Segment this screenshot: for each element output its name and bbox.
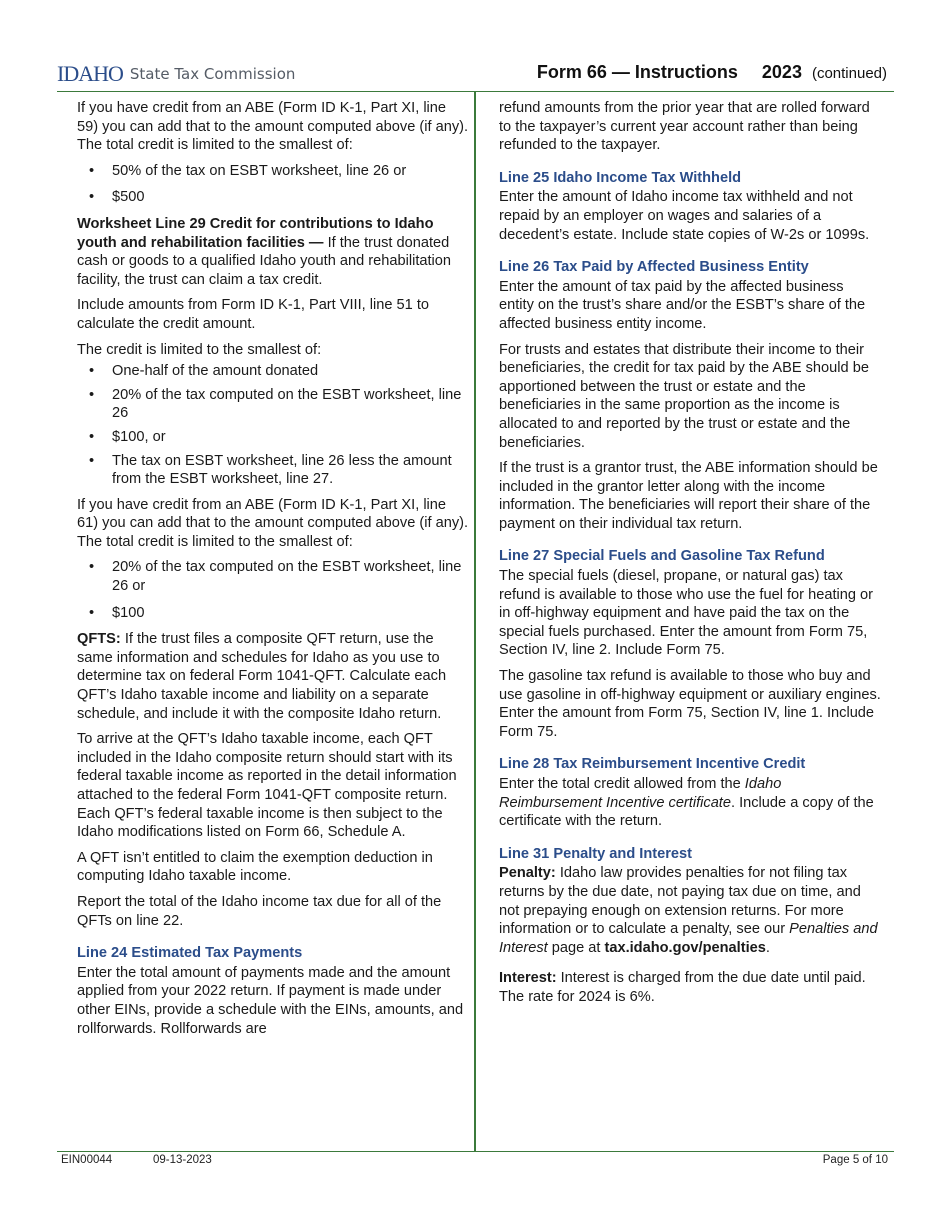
penalties-page-name: Penalties and Interest	[499, 921, 878, 956]
credit-limits-list	[77, 362, 469, 489]
header-title-group	[537, 62, 887, 86]
line-27-text-1: The special fuels (diesel, propane, or natural gas) tax refund is available to those who use the fuel for heating or in off-highway equipment and have paid the tax on the special fuels purchased. Enter the amount from Form 75, Section IV, line 2. Include Form 75.	[499, 568, 874, 659]
form-year: 2023	[761, 62, 802, 82]
line-26-heading: Line 26 Tax Paid by Affected Business Entity	[499, 259, 809, 276]
abe-credit-paragraph-2: If you have credit from an ABE (Form ID K-1, Part XI, line 61) you can add that to the amount computed above (if any). The total credit is limited to the smallest of:	[77, 496, 469, 550]
idaho-logo	[57, 62, 295, 86]
column-divider	[474, 92, 476, 1151]
list-item: • $100, or	[77, 428, 469, 447]
qfts-label: QFTS:	[77, 631, 121, 648]
credit-limited-paragraph: The credit is limited to the smallest of:	[77, 341, 322, 358]
footer-divider	[57, 1151, 894, 1152]
qft-report-paragraph: Report the total of the Idaho income tax due for all of the QFTs on line 22.	[77, 893, 442, 929]
form-title: Form 66 — Instructions	[536, 62, 738, 82]
list-item: • The tax on ESBT worksheet, line 26 less the amount from the ESBT worksheet, line 27.	[77, 452, 469, 489]
list-item: • 20% of the tax computed on the ESBT worksheet, line 26	[77, 386, 469, 423]
qft-taxable-income-paragraph: To arrive at the QFT’s Idaho taxable income, each QFT included in the Idaho composite return should start with its federal taxable income as reported in the detail information attached to the federal Form 1041-QFT composite return. Each QFT’s federal taxable income is then subject to the Idaho modifications listed on Form 66, Schedule A.	[77, 731, 457, 841]
footer-page-number: Page 5 of 10	[822, 1154, 888, 1166]
abe-credit-limits-list	[77, 162, 469, 207]
qfts-paragraph	[77, 630, 469, 723]
worksheet-line-29-paragraph	[77, 215, 469, 289]
list-item: • $100	[77, 604, 469, 623]
list-item: • 50% of the tax on ESBT worksheet, line 26 or	[77, 162, 469, 181]
line-27-heading: Line 27 Special Fuels and Gasoline Tax Refund	[499, 548, 825, 565]
footer-date: 09-13-2023	[153, 1154, 212, 1166]
line-28-text-post: . Include a copy of the certificate with the return.	[499, 794, 874, 830]
abe-credit-paragraph: If you have credit from an ABE (Form ID K-1, Part XI, line 59) you can add that to the amount computed above (if any). The total credit is limited to the smallest of:	[77, 100, 469, 154]
line-28-text-pre: Enter the total credit allowed from the	[499, 776, 745, 792]
list-item: • One-half of the amount donated	[77, 362, 469, 381]
line-28-heading: Line 28 Tax Reimbursement Incentive Credit	[499, 756, 806, 773]
penalties-url-link[interactable]: tax.idaho.gov/penalties	[604, 939, 766, 956]
line-24-text: Enter the total amount of payments made and the amount applied from your 2022 return. If payment is made under other EINs, provide a schedule with the EINs, amounts, and rollforwards. Rollforwards are	[77, 964, 464, 1037]
line-28-text	[499, 775, 881, 831]
interest-paragraph	[499, 969, 881, 1006]
continued-label: (continued)	[811, 65, 887, 82]
penalty-label: Penalty:	[499, 865, 556, 882]
include-amounts-paragraph: Include amounts from Form ID K-1, Part VIII, line 51 to calculate the credit amount.	[77, 297, 430, 332]
page-header	[57, 62, 887, 86]
left-column	[77, 99, 469, 1045]
penalty-paragraph	[499, 864, 881, 957]
line-26-text-2: For trusts and estates that distribute their income to their beneficiaries, the credit for tax paid by the ABE should be apportioned between the trust or estate and the beneficiaries in the same proportion as the income is allocated to and reported by the trust or estate and the beneficiaries.	[499, 341, 869, 451]
interest-text: Interest is charged from the due date until paid. The rate for 2024 is 6%.	[499, 970, 866, 1005]
logo-wordmark: IDAHO	[57, 61, 123, 86]
line-25-heading: Line 25 Idaho Income Tax Withheld	[499, 169, 742, 186]
line-24-heading: Line 24 Estimated Tax Payments	[77, 945, 303, 962]
line-27-text-2: The gasoline tax refund is available to those who buy and use gasoline in off-highway equipment or auxiliary engines. Enter the amount from Form 75, Section IV, line 1. Include Form 75.	[499, 668, 881, 740]
list-item: • $500	[77, 188, 469, 207]
interest-label: Interest:	[499, 970, 557, 987]
penalty-text: Idaho law provides penalties for not filing tax returns by the due date, not paying tax due on time, and not prepaying enough on extension returns. For more information or to calculate a penalty, see our	[499, 865, 861, 938]
abe-credit-limits-list-2	[77, 558, 469, 622]
right-column	[499, 99, 881, 1014]
penalty-text-2: page at	[547, 939, 605, 956]
line-26-text-1: Enter the amount of tax paid by the affected business entity on the trust’s share and/or the ESBT’s share of the affected business entity income.	[499, 278, 866, 332]
worksheet-line-29-text: If the trust donated cash or goods to a qualified Idaho youth and rehabilitation facility, the trust can claim a tax credit.	[77, 234, 452, 288]
line-28-certificate-name: Idaho Reimbursement Incentive certificate	[499, 776, 782, 811]
list-item: • 20% of the tax computed on the ESBT worksheet, line 26 or	[77, 558, 469, 595]
line-31-heading: Line 31 Penalty and Interest	[499, 845, 693, 862]
line-25-text: Enter the amount of Idaho income tax withheld and not repaid by an employer on wages and salaries of a decedent’s estate. Include state copies of W-2s or 1099s.	[499, 189, 870, 243]
penalty-text-end: .	[765, 939, 770, 956]
footer-form-code: EIN00044	[61, 1154, 113, 1166]
logo-agency-name: State Tax Commission	[129, 65, 296, 83]
qfts-text: If the trust files a composite QFT return, use the same information and schedules for Idaho as you use to determine tax on federal Form 1041-QFT. Calculate each QFT’s Idaho taxable income and liability on a separate schedule, and include it with the composite Idaho return.	[77, 631, 447, 722]
qft-exemption-paragraph: A QFT isn’t entitled to claim the exemption deduction in computing Idaho taxable income.	[77, 849, 433, 885]
line-26-text-3: If the trust is a grantor trust, the ABE information should be included in the grantor letter along with the income information. The beneficiaries will report their share of the payment on their individual tax return.	[499, 460, 878, 532]
refund-continuation-paragraph: refund amounts from the prior year that are rolled forward to the taxpayer’s current year account rather than being refunded to the taxpayer.	[499, 100, 870, 154]
worksheet-line-29-heading: Worksheet Line 29 Credit for contributions to Idaho youth and rehabilitation facilities —	[77, 215, 434, 251]
